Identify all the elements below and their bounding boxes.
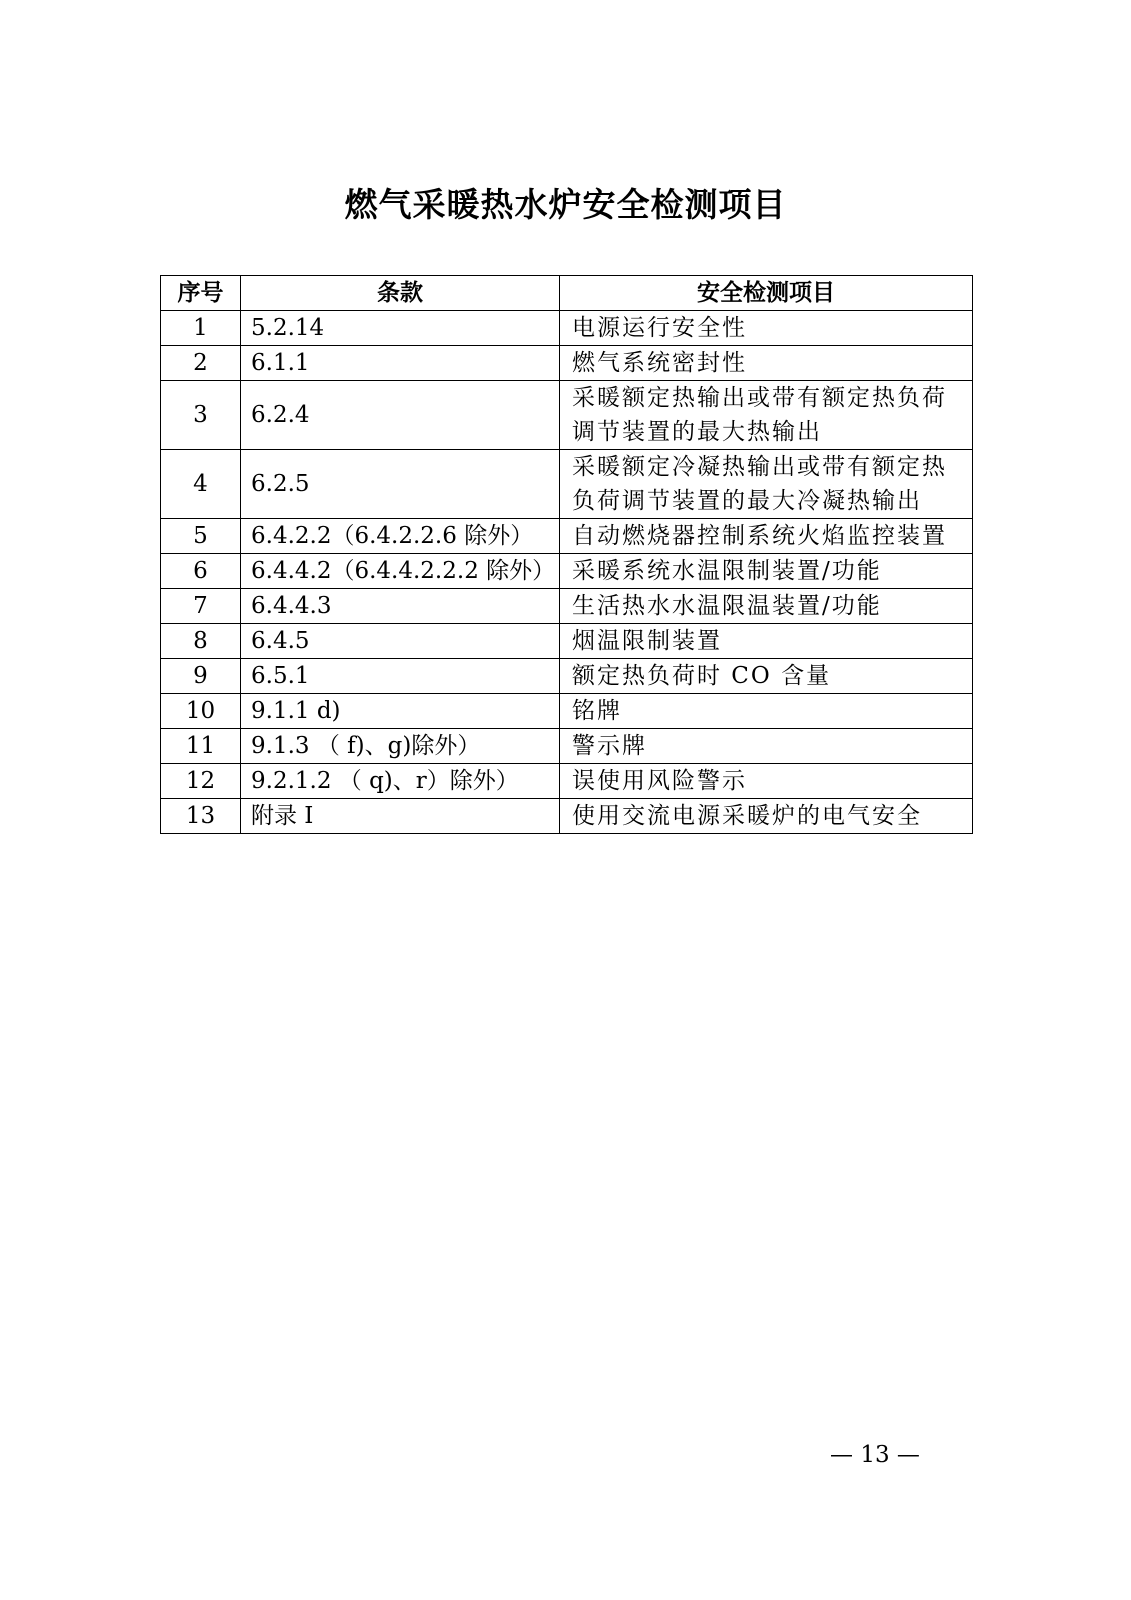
row-number: 3 bbox=[161, 381, 241, 450]
table-row bbox=[161, 764, 973, 799]
table-row bbox=[161, 554, 973, 589]
header-inspection-item: 安全检测项目 bbox=[560, 276, 973, 311]
row-item: 采暖系统水温限制装置/功能 bbox=[560, 554, 973, 589]
page-title: 燃气采暖热水炉安全检测项目 bbox=[344, 185, 787, 224]
row-clause: 5.2.14 bbox=[241, 311, 560, 346]
row-number: 9 bbox=[161, 659, 241, 694]
row-item: 生活热水水温限温装置/功能 bbox=[560, 589, 973, 624]
row-number: 1 bbox=[161, 311, 241, 346]
table-row bbox=[161, 799, 973, 834]
safety-inspection-table bbox=[160, 275, 973, 834]
table-row bbox=[161, 659, 973, 694]
table-row bbox=[161, 589, 973, 624]
table-row bbox=[161, 346, 973, 381]
page-number: — 13 — bbox=[830, 1442, 920, 1468]
row-item: 采暖额定冷凝热输出或带有额定热负荷调节装置的最大冷凝热输出 bbox=[560, 450, 973, 519]
row-number: 5 bbox=[161, 519, 241, 554]
row-number: 13 bbox=[161, 799, 241, 834]
row-item: 燃气系统密封性 bbox=[560, 346, 973, 381]
row-clause: 6.2.5 bbox=[241, 450, 560, 519]
row-item: 使用交流电源采暖炉的电气安全 bbox=[560, 799, 973, 834]
row-number: 2 bbox=[161, 346, 241, 381]
row-clause: 6.5.1 bbox=[241, 659, 560, 694]
table-row bbox=[161, 450, 973, 519]
table-row bbox=[161, 311, 973, 346]
table-row bbox=[161, 694, 973, 729]
table-row bbox=[161, 519, 973, 554]
row-clause: 9.1.3 （ f)、g)除外） bbox=[241, 729, 560, 764]
row-item: 电源运行安全性 bbox=[560, 311, 973, 346]
row-item: 采暖额定热输出或带有额定热负荷调节装置的最大热输出 bbox=[560, 381, 973, 450]
table-header-row bbox=[161, 276, 973, 311]
row-number: 8 bbox=[161, 624, 241, 659]
row-item: 警示牌 bbox=[560, 729, 973, 764]
row-clause: 6.4.4.2（6.4.4.2.2.2 除外） bbox=[241, 554, 560, 589]
row-clause: 6.1.1 bbox=[241, 346, 560, 381]
row-number: 12 bbox=[161, 764, 241, 799]
table-row bbox=[161, 381, 973, 450]
row-item: 自动燃烧器控制系统火焰监控装置 bbox=[560, 519, 973, 554]
row-clause: 6.4.5 bbox=[241, 624, 560, 659]
row-number: 11 bbox=[161, 729, 241, 764]
row-clause: 6.4.2.2（6.4.2.2.6 除外） bbox=[241, 519, 560, 554]
table-row bbox=[161, 729, 973, 764]
row-number: 10 bbox=[161, 694, 241, 729]
header-clause: 条款 bbox=[241, 276, 560, 311]
row-clause: 9.2.1.2 （ q)、r）除外） bbox=[241, 764, 560, 799]
row-number: 4 bbox=[161, 450, 241, 519]
row-clause: 附录 I bbox=[241, 799, 560, 834]
row-number: 7 bbox=[161, 589, 241, 624]
row-clause: 6.4.4.3 bbox=[241, 589, 560, 624]
row-item: 铭牌 bbox=[560, 694, 973, 729]
header-serial-number: 序号 bbox=[161, 276, 241, 311]
table-row bbox=[161, 624, 973, 659]
row-item: 额定热负荷时 CO 含量 bbox=[560, 659, 973, 694]
row-item: 烟温限制装置 bbox=[560, 624, 973, 659]
row-number: 6 bbox=[161, 554, 241, 589]
row-clause: 9.1.1 d) bbox=[241, 694, 560, 729]
row-item: 误使用风险警示 bbox=[560, 764, 973, 799]
row-clause: 6.2.4 bbox=[241, 381, 560, 450]
